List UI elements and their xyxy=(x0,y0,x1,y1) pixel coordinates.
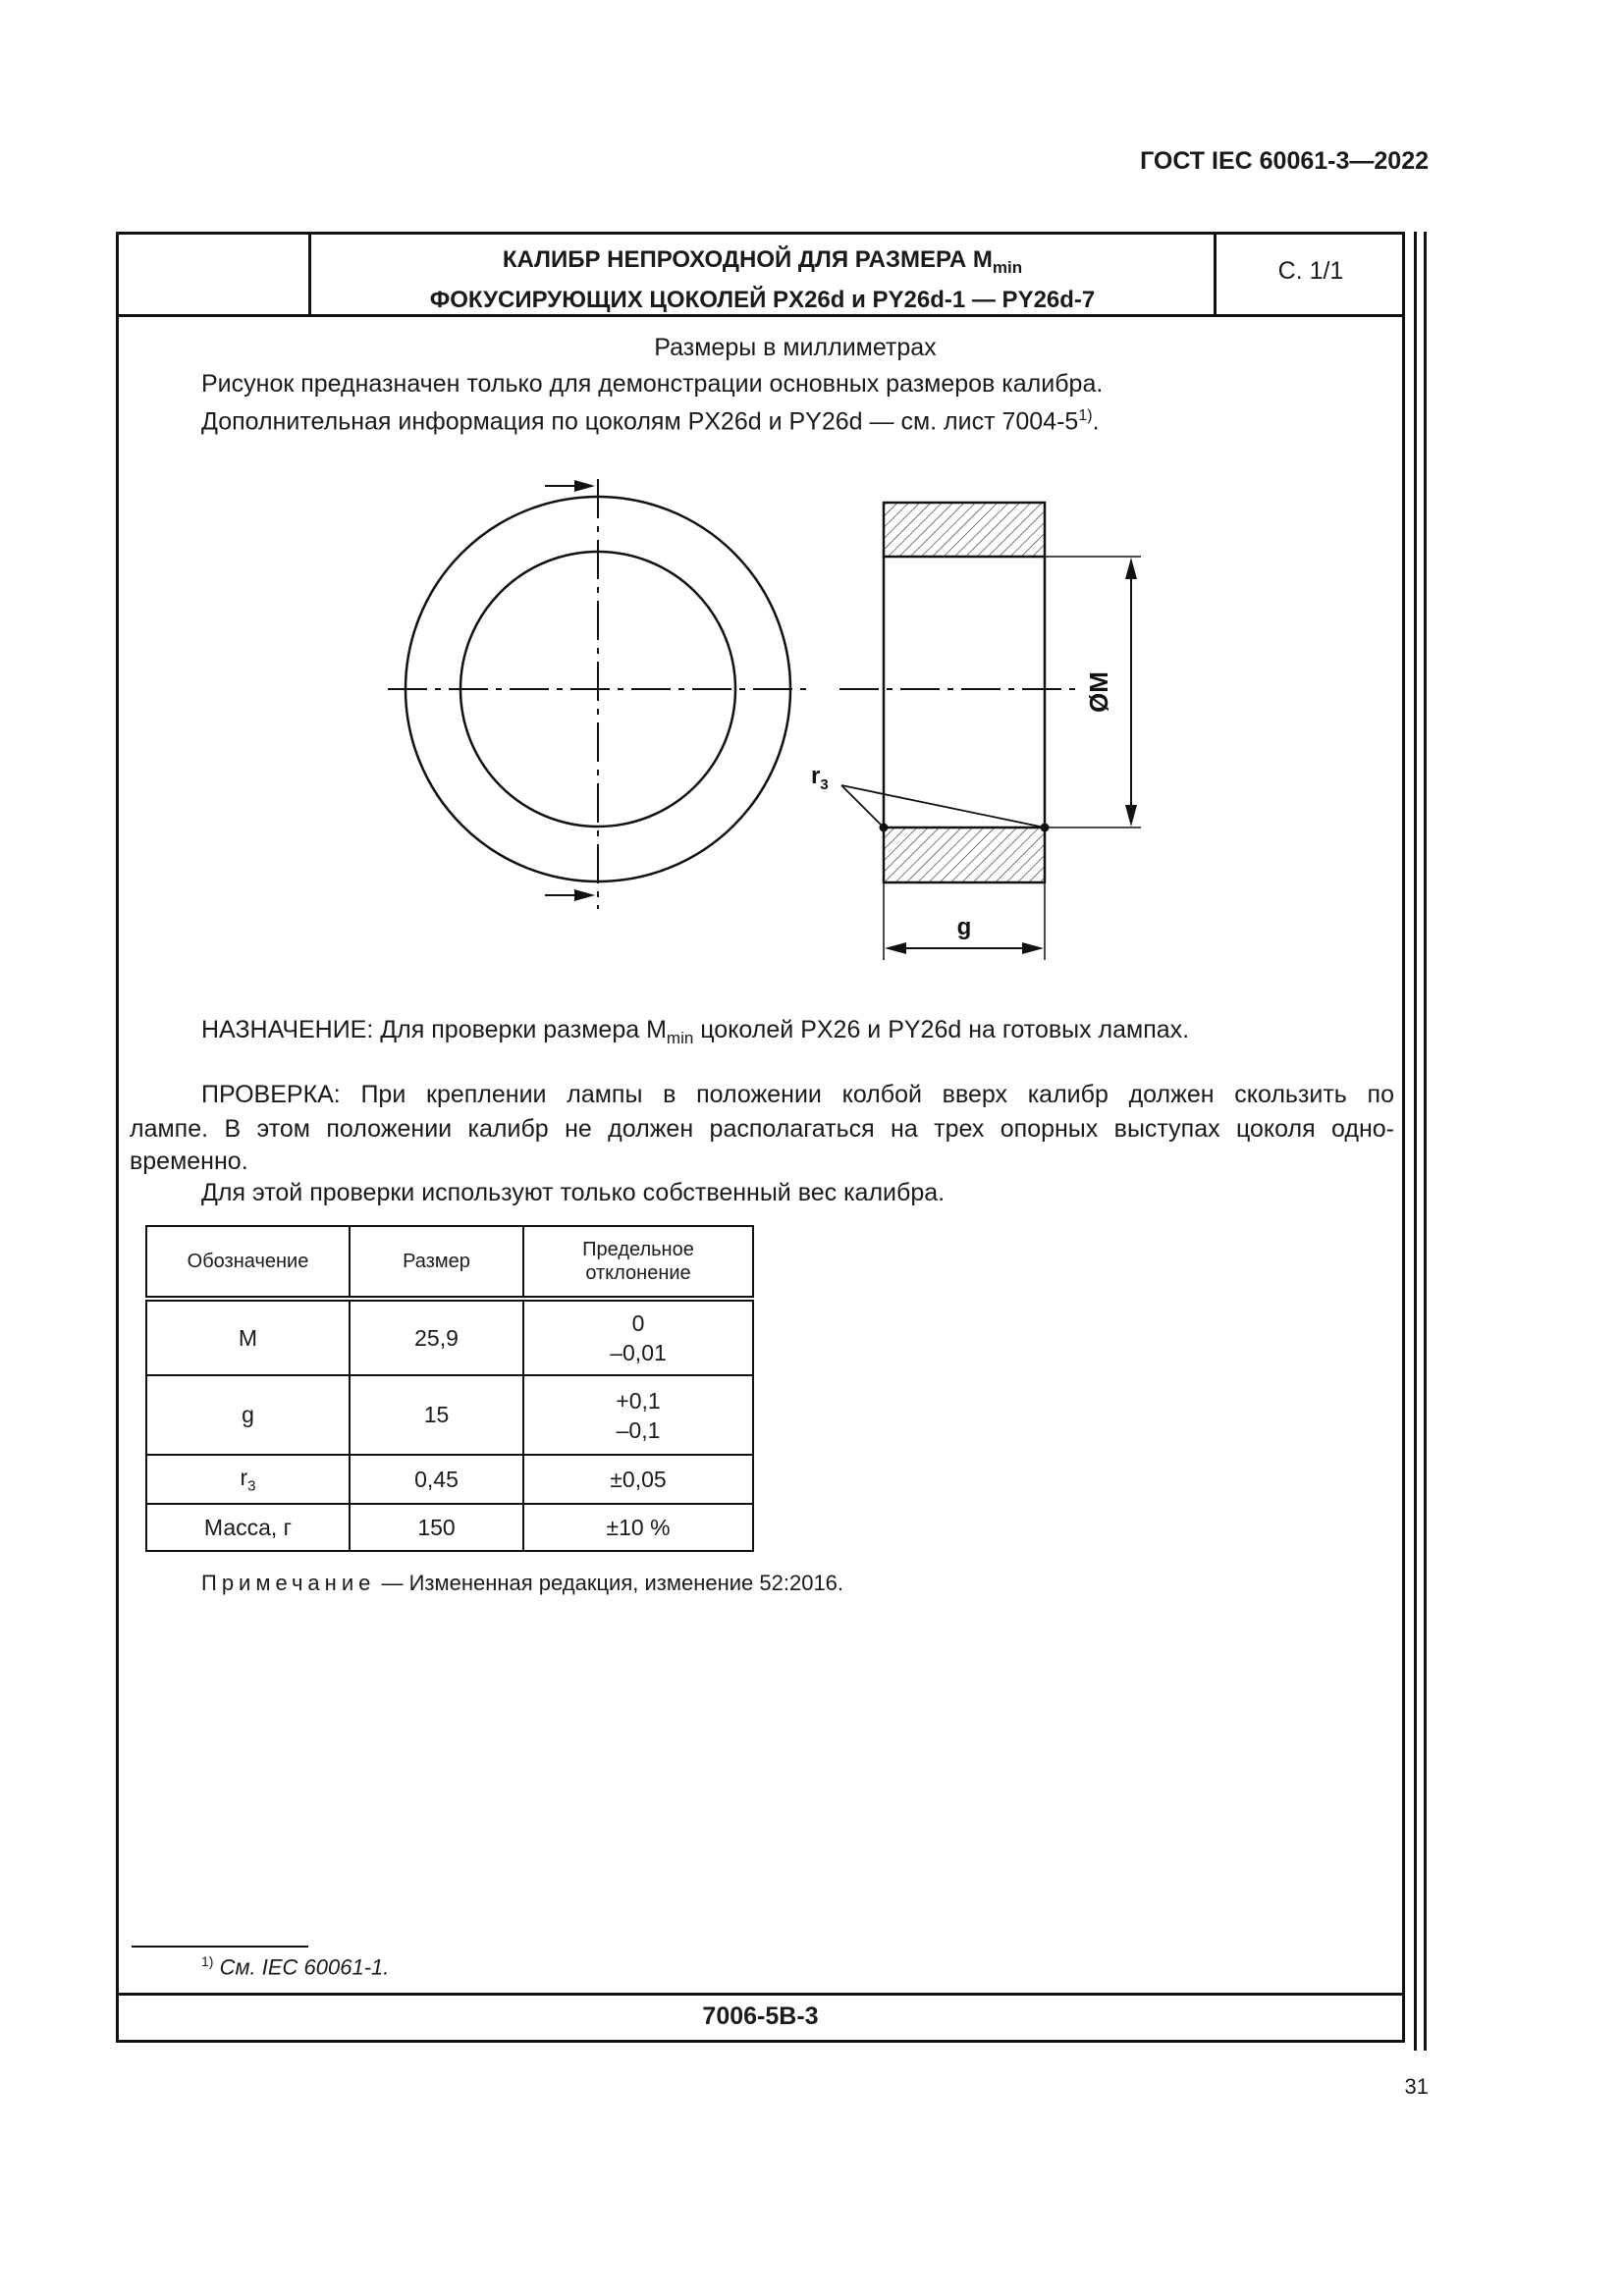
table-row xyxy=(146,1375,753,1455)
frame-margin-line xyxy=(1414,232,1417,2051)
note: Примечание — Измененная редакция, изменение 52:2016. xyxy=(201,1571,844,1595)
sheet-title xyxy=(311,243,1214,316)
radius-point xyxy=(880,824,889,832)
sheet-number: С. 1/1 xyxy=(1277,257,1344,285)
check-line-3: временно. xyxy=(130,1148,248,1175)
page-number: 31 xyxy=(1404,2074,1429,2099)
width-label: g xyxy=(956,914,972,940)
gauge-front-view xyxy=(388,479,810,909)
purpose-paragraph: НАЗНАЧЕНИЕ: Для проверки размера $M_{min}$ цоколей PX26 и PY26d на готовых лампах. xyxy=(201,1016,1190,1047)
dim-arrowhead-down xyxy=(1125,805,1137,827)
cell-tolerance: ±0,05 xyxy=(523,1455,753,1504)
check-line-1: ПРОВЕРКА: При креплении лампы в положении колбой вверх калибр должен скользить по xyxy=(201,1081,1394,1108)
cell-size: 15 xyxy=(350,1375,523,1455)
cell-designation: Масса, г xyxy=(146,1504,350,1551)
check-line-2: лампе. В этом положении калибр не должен располагаться на трех опорных выступах цоколя одно- xyxy=(130,1115,1394,1143)
sheet-footer-label: 7006-5B-3 xyxy=(702,2002,819,2030)
dim-arrowhead-up xyxy=(1125,558,1137,579)
intro-line-1: Рисунок предназначен только для демонстрации основных размеров калибра. xyxy=(201,370,1104,398)
dimensions-table xyxy=(145,1225,754,1552)
sheet-title-line1: КАЛИБР НЕПРОХОДНОЙ ДЛЯ РАЗМЕРА $M_{min}$ xyxy=(502,246,1023,277)
cell-size: 150 xyxy=(350,1504,523,1551)
radius-leader xyxy=(841,785,1045,828)
intro-line-2: Дополнительная информация по цоколям PX26d и PY26d — см. лист 7004-5$^{1)}$. xyxy=(201,407,1100,436)
table-row xyxy=(146,1455,753,1504)
dimensions-note: Размеры в миллиметрах xyxy=(654,334,937,361)
cell-tolerance: 0 –0,01 xyxy=(523,1299,753,1375)
dim-arrowhead-right xyxy=(1022,942,1044,954)
cell-designation: M xyxy=(146,1299,350,1375)
sheet-title-line2: ФОКУСИРУЮЩИХ ЦОКОЛЕЙ PX26d и PY26d-1 — PY26d-7 xyxy=(429,286,1096,313)
hatched-wall-top xyxy=(884,503,1045,557)
header-tolerance: Предельное отклонение xyxy=(523,1226,753,1299)
header-designation: Обозначение xyxy=(146,1226,350,1299)
frame-margin-line xyxy=(1424,232,1427,2051)
gauge-section-view xyxy=(811,503,1141,960)
footnote-rule xyxy=(132,1946,308,1948)
diameter-label: ØM xyxy=(1084,671,1113,713)
radius-leader xyxy=(841,785,884,828)
check-line-4: Для этой проверки используют только собственный вес калибра. xyxy=(201,1179,946,1206)
radius-label: $r_3$ xyxy=(811,763,829,793)
arrowhead-top xyxy=(574,480,595,492)
cell-designation: g xyxy=(146,1375,350,1455)
cell-tolerance: +0,1 –0,1 xyxy=(523,1375,753,1455)
header-size: Размер xyxy=(350,1226,523,1299)
gauge-drawing xyxy=(373,471,1178,982)
dim-arrowhead-left xyxy=(885,942,906,954)
table-header-row xyxy=(146,1226,753,1299)
document-code: ГОСТ IEC 60061-3—2022 xyxy=(1140,147,1429,175)
cell-tolerance: ±10 % xyxy=(523,1504,753,1551)
cell-size: 0,45 xyxy=(350,1455,523,1504)
cell-designation: $r_3$ xyxy=(146,1455,350,1504)
cell-size: 25,9 xyxy=(350,1299,523,1375)
arrowhead-bottom xyxy=(574,889,595,901)
hatched-wall-bottom xyxy=(884,828,1045,882)
table-row xyxy=(146,1504,753,1551)
footnote: $^{1)}$ См. IEC 60061-1. xyxy=(201,1953,390,1980)
radius-point xyxy=(1041,824,1050,832)
table-row xyxy=(146,1299,753,1375)
footer-rule xyxy=(116,1993,1405,1996)
